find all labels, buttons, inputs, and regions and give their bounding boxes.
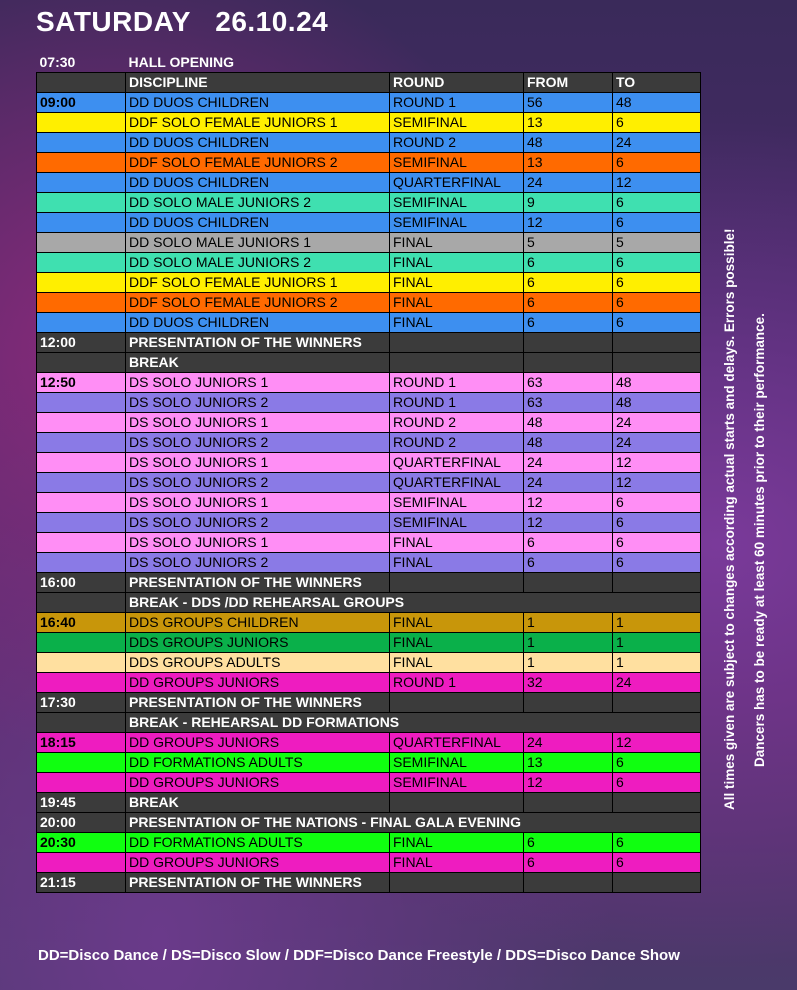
schedule-row [37,693,701,713]
to-cell: 6 [613,753,701,773]
schedule-row [37,573,701,593]
round-cell [390,693,524,713]
from-cell: 1 [524,613,613,633]
time-cell [37,593,126,613]
discipline-cell: DD FORMATIONS ADULTS [126,753,390,773]
discipline-cell: DD GROUPS JUNIORS [126,853,390,873]
round-cell: ROUND 1 [390,673,524,693]
discipline-cell: BREAK [126,353,390,373]
to-cell: 6 [613,293,701,313]
round-cell: FINAL [390,833,524,853]
from-cell: 9 [524,193,613,213]
time-cell: 12:50 [37,373,126,393]
time-cell [37,153,126,173]
schedule-row [37,93,701,113]
schedule-row [37,413,701,433]
round-cell: FINAL [390,273,524,293]
from-cell: 56 [524,93,613,113]
time-cell: 09:00 [37,93,126,113]
schedule-row [37,233,701,253]
to-cell: 1 [613,653,701,673]
discipline-cell: PRESENTATION OF THE WINNERS [126,573,390,593]
schedule-row [37,853,701,873]
time-cell [37,653,126,673]
event-cell: PRESENTATION OF THE NATIONS - FINAL GALA EVENING [126,813,701,833]
discipline-cell: DD DUOS CHILDREN [126,133,390,153]
to-cell: 5 [613,233,701,253]
time-cell: 12:00 [37,333,126,353]
schedule-row [37,193,701,213]
round-cell: QUARTERFINAL [390,473,524,493]
round-cell: SEMIFINAL [390,213,524,233]
discipline-cell: DS SOLO JUNIORS 2 [126,433,390,453]
schedule-table [36,53,701,893]
from-cell: 12 [524,513,613,533]
discipline-cell: DD SOLO MALE JUNIORS 2 [126,253,390,273]
to-cell [613,333,701,353]
discipline-cell: PRESENTATION OF THE WINNERS [126,333,390,353]
event-cell: HALL OPENING [128,54,235,71]
discipline-cell: PRESENTATION OF THE WINNERS [126,693,390,713]
round-cell: ROUND 2 [390,413,524,433]
to-cell: 48 [613,393,701,413]
abbreviation-legend: DD=Disco Dance / DS=Disco Slow / DDF=Disco Dance Freestyle / DDS=Disco Dance Show [38,947,680,964]
from-cell: 6 [524,293,613,313]
from-cell: 5 [524,233,613,253]
discipline-cell: DD GROUPS JUNIORS [126,673,390,693]
discipline-cell: DD FORMATIONS ADULTS [126,833,390,853]
discipline-cell: DD DUOS CHILDREN [126,313,390,333]
time-cell: 19:45 [37,793,126,813]
time-cell [37,453,126,473]
round-cell: ROUND 1 [390,373,524,393]
from-cell: 13 [524,153,613,173]
schedule-row [37,613,701,633]
round-cell [390,353,524,373]
schedule-row [37,433,701,453]
schedule-row [37,253,701,273]
discipline-cell: DS SOLO JUNIORS 2 [126,513,390,533]
from-cell: 48 [524,413,613,433]
to-cell [613,873,701,893]
schedule-row [37,653,701,673]
schedule-row [37,453,701,473]
schedule-row [37,173,701,193]
to-cell: 1 [613,633,701,653]
time-cell [37,353,126,373]
to-cell: 6 [613,833,701,853]
schedule-row [37,153,701,173]
time-cell: 21:15 [37,873,126,893]
to-cell: 12 [613,453,701,473]
from-cell [524,693,613,713]
discipline-cell: DDS GROUPS CHILDREN [126,613,390,633]
round-cell: FINAL [390,533,524,553]
time-cell [37,633,126,653]
from-cell: 48 [524,133,613,153]
schedule-row [37,833,701,853]
from-cell: 24 [524,173,613,193]
time-cell [37,713,126,733]
schedule-row [37,73,701,93]
discipline-cell: DS SOLO JUNIORS 1 [126,373,390,393]
time-cell: 20:30 [37,833,126,853]
schedule-row [37,373,701,393]
schedule-row [37,533,701,553]
from-cell [524,353,613,373]
time-cell: 20:00 [37,813,126,833]
from-cell: 1 [524,633,613,653]
round-cell: SEMIFINAL [390,193,524,213]
discipline-cell: DD SOLO MALE JUNIORS 1 [126,233,390,253]
time-cell [37,173,126,193]
discipline-cell: DD SOLO MALE JUNIORS 2 [126,193,390,213]
round-cell: ROUND 1 [390,393,524,413]
schedule-row [37,273,701,293]
discipline-cell: BREAK [126,793,390,813]
round-cell: FINAL [390,553,524,573]
event-cell: BREAK - DDS /DD REHEARSAL GROUPS [126,593,701,613]
to-cell: 12 [613,173,701,193]
from-cell [524,573,613,593]
schedule-row [37,733,701,753]
discipline-cell: DS SOLO JUNIORS 1 [126,413,390,433]
from-cell [524,793,613,813]
to-cell: 6 [613,853,701,873]
time-cell [37,773,126,793]
time-cell [37,293,126,313]
time-cell [37,273,126,293]
discipline-cell: DDF SOLO FEMALE JUNIORS 2 [126,293,390,313]
round-cell: FINAL [390,313,524,333]
schedule-row [37,753,701,773]
time-cell [37,253,126,273]
discipline-cell: DS SOLO JUNIORS 1 [126,533,390,553]
schedule-row [37,773,701,793]
time-cell [37,853,126,873]
schedule-row [37,353,701,373]
to-cell: 48 [613,373,701,393]
to-cell: 12 [613,733,701,753]
to-cell: 6 [613,193,701,213]
time-cell [37,533,126,553]
time-cell [37,133,126,153]
event-cell: BREAK - REHEARSAL DD FORMATIONS [126,713,701,733]
discipline-cell: DS SOLO JUNIORS 2 [126,473,390,493]
disclaimer-line-1: All times given are subject to changes according actual starts and delays. Errors possible! [722,228,737,810]
schedule-row [37,213,701,233]
round-cell: SEMIFINAL [390,493,524,513]
to-cell: 6 [613,273,701,293]
round-cell: FINAL [390,853,524,873]
from-cell: 6 [524,313,613,333]
time-cell [37,493,126,513]
round-cell [390,333,524,353]
from-cell: 63 [524,393,613,413]
time-cell [37,193,126,213]
time-cell [37,213,126,233]
time-cell: 07:30 [39,54,76,71]
time-cell [37,73,126,93]
from-cell: 6 [524,833,613,853]
round-cell: ROUND [390,73,524,93]
to-cell: 6 [613,113,701,133]
from-cell: 6 [524,553,613,573]
from-cell: 6 [524,253,613,273]
to-cell [613,693,701,713]
discipline-cell: DDF SOLO FEMALE JUNIORS 1 [126,273,390,293]
round-cell: FINAL [390,253,524,273]
schedule-row [37,333,701,353]
to-cell: 48 [613,93,701,113]
discipline-cell: DDS GROUPS ADULTS [126,653,390,673]
round-cell: QUARTERFINAL [390,173,524,193]
schedule-row [37,633,701,653]
discipline-cell: DS SOLO JUNIORS 2 [126,393,390,413]
discipline-cell: DDF SOLO FEMALE JUNIORS 2 [126,153,390,173]
discipline-cell: DS SOLO JUNIORS 2 [126,553,390,573]
discipline-cell: DD DUOS CHILDREN [126,213,390,233]
round-cell [390,793,524,813]
time-cell: 16:40 [37,613,126,633]
discipline-cell: DDF SOLO FEMALE JUNIORS 1 [126,113,390,133]
round-cell: QUARTERFINAL [390,733,524,753]
to-cell: 6 [613,213,701,233]
discipline-cell: DS SOLO JUNIORS 1 [126,493,390,513]
round-cell: FINAL [390,233,524,253]
round-cell: ROUND 1 [390,93,524,113]
time-cell [37,433,126,453]
disclaimer-note [718,190,778,810]
round-cell: ROUND 2 [390,133,524,153]
round-cell: SEMIFINAL [390,753,524,773]
round-cell [390,873,524,893]
schedule-row [37,553,701,573]
schedule-row [37,713,701,733]
time-cell [37,513,126,533]
to-cell: 6 [613,153,701,173]
from-cell [524,873,613,893]
to-cell: 6 [613,553,701,573]
time-cell [37,473,126,493]
round-cell: FINAL [390,653,524,673]
round-cell: SEMIFINAL [390,113,524,133]
time-cell [37,753,126,773]
round-cell: SEMIFINAL [390,773,524,793]
time-cell: 18:15 [37,733,126,753]
from-cell: 6 [524,853,613,873]
schedule-row [37,133,701,153]
to-cell: 6 [613,773,701,793]
time-cell: 17:30 [37,693,126,713]
from-cell: 24 [524,733,613,753]
schedule-row [37,813,701,833]
schedule-row [37,113,701,133]
from-cell: 1 [524,653,613,673]
from-cell [524,333,613,353]
round-cell: SEMIFINAL [390,513,524,533]
discipline-cell: DD DUOS CHILDREN [126,93,390,113]
to-cell: 24 [613,673,701,693]
to-cell: 24 [613,133,701,153]
discipline-cell: DD DUOS CHILDREN [126,173,390,193]
schedule-row [37,793,701,813]
schedule-row [37,393,701,413]
schedule-row [37,313,701,333]
schedule-row [37,873,701,893]
to-cell: 6 [613,253,701,273]
time-cell [37,313,126,333]
round-cell: FINAL [390,613,524,633]
time-cell [37,393,126,413]
time-cell [37,113,126,133]
schedule-row [37,53,701,73]
time-cell [37,233,126,253]
time-cell [37,413,126,433]
from-cell: 24 [524,453,613,473]
discipline-cell: DISCIPLINE [126,73,390,93]
round-cell: FINAL [390,633,524,653]
discipline-cell: DD GROUPS JUNIORS [126,733,390,753]
from-cell: 6 [524,273,613,293]
schedule-row [37,293,701,313]
time-cell: 16:00 [37,573,126,593]
schedule-row [37,493,701,513]
to-cell [613,573,701,593]
to-cell: 6 [613,513,701,533]
to-cell: 24 [613,433,701,453]
round-cell: ROUND 2 [390,433,524,453]
to-cell: 6 [613,313,701,333]
round-cell: FINAL [390,293,524,313]
to-cell [613,353,701,373]
to-cell: 1 [613,613,701,633]
discipline-cell: DD GROUPS JUNIORS [126,773,390,793]
from-cell: 13 [524,113,613,133]
from-cell: FROM [524,73,613,93]
round-cell [390,573,524,593]
time-cell [37,673,126,693]
from-cell: 12 [524,493,613,513]
schedule-row [37,673,701,693]
from-cell: 6 [524,533,613,553]
schedule-row [37,593,701,613]
time-cell [37,553,126,573]
from-cell: 63 [524,373,613,393]
to-cell: 24 [613,413,701,433]
page-title: SATURDAY 26.10.24 [36,6,329,37]
disclaimer-line-2: Dancers has to be ready at least 60 minutes prior to their performance. [752,313,767,767]
from-cell: 12 [524,773,613,793]
discipline-cell: PRESENTATION OF THE WINNERS [126,873,390,893]
from-cell: 12 [524,213,613,233]
to-cell: 6 [613,493,701,513]
from-cell: 24 [524,473,613,493]
to-cell [613,793,701,813]
from-cell: 32 [524,673,613,693]
from-cell: 48 [524,433,613,453]
from-cell: 13 [524,753,613,773]
round-cell: SEMIFINAL [390,153,524,173]
schedule-body [37,53,701,893]
schedule-row [37,513,701,533]
to-cell: TO [613,73,701,93]
schedule-row [37,473,701,493]
to-cell: 12 [613,473,701,493]
to-cell: 6 [613,533,701,553]
round-cell: QUARTERFINAL [390,453,524,473]
disclaimer-text [718,190,778,810]
discipline-cell: DS SOLO JUNIORS 1 [126,453,390,473]
discipline-cell: DDS GROUPS JUNIORS [126,633,390,653]
